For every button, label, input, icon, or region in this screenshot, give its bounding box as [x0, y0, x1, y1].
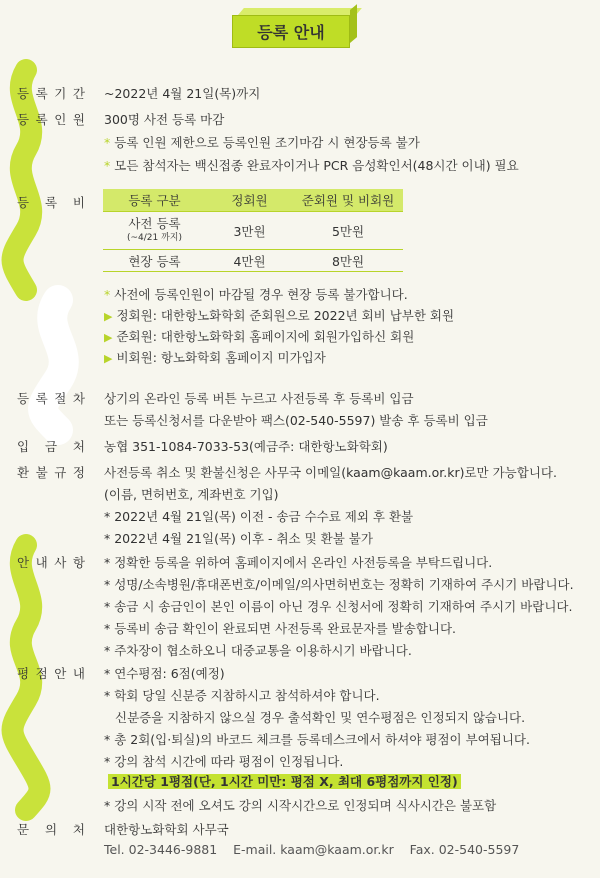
fee-note-star: * 사전에 등록인원이 마감될 경우 현장 등록 불가합니다. — [104, 287, 408, 302]
fax-value: 02-540-5597 — [438, 842, 520, 857]
fee-table — [103, 189, 403, 272]
credit-line1: * 연수평점: 6점(예정) — [104, 666, 225, 681]
banner-side — [350, 4, 357, 43]
table-header: 등록 구분 — [103, 189, 206, 212]
people-line2: * 등록 인원 제한으로 등록인원 조기마감 시 현장등록 불가 — [104, 135, 420, 150]
label-period: 등 록 기 간 — [17, 86, 87, 101]
tel-label: Tel. — [104, 842, 125, 857]
account-text: 농협 351-1084-7033-53(예금주: 대한항노화학회) — [104, 439, 388, 454]
credit-line5: * 강의 참석 시간에 따라 평점이 인정됩니다. — [104, 754, 344, 769]
table-cell: 5만원 — [293, 212, 403, 250]
procedure-line2: 또는 등록신청서를 다운받아 팩스(02-540-5597) 발송 후 등록비 입금 — [104, 413, 488, 428]
table-row — [103, 250, 403, 272]
table-row — [103, 212, 403, 250]
refund-line1: 사전등록 취소 및 환불신청은 사무국 이메일(kaam@kaam.or.kr)로만 가능합니다. — [104, 465, 557, 480]
tel-value: 02-3446-9881 — [128, 842, 218, 857]
table-header: 준회원 및 비회원 — [293, 189, 403, 212]
period-text: ~2022년 4월 21일(목)까지 — [104, 86, 261, 101]
label-account: 입 금 처 — [17, 439, 87, 454]
people-line3: * 모든 참석자는 백신접종 완료자이거나 PCR 음성확인서(48시간 이내) 필요 — [104, 158, 519, 173]
notice-item: * 등록비 송금 확인이 완료되면 사전등록 완료문자를 발송합니다. — [104, 621, 456, 636]
notice-item: * 정확한 등록을 위하여 홈페이지에서 온라인 사전등록을 부탁드립니다. — [104, 555, 493, 570]
refund-line3: * 2022년 4월 21일(목) 이전 - 송금 수수료 제외 후 환불 — [104, 509, 414, 524]
credit-line2: * 학회 당일 신분증 지참하시고 참석하셔야 합니다. — [104, 688, 380, 703]
table-cell: 사전 등록 (~4/21 까지) — [103, 212, 206, 250]
refund-line2: (이름, 면허번호, 계좌번호 기입) — [104, 487, 279, 502]
notice-item: * 주차장이 협소하오니 대중교통을 이용하시기 바랍니다. — [104, 643, 412, 658]
inquiry-org: 대한항노화학회 사무국 — [104, 822, 229, 837]
credit-line6: * 강의 시작 전에 오셔도 강의 시작시간으로 인정되며 식사시간은 불포함 — [104, 798, 497, 813]
label-credit: 평 점 안 내 — [17, 666, 87, 681]
title-banner — [232, 8, 356, 44]
fee-note-regular: ▶ 정회원: 대한항노화학회 준회원으로 2022년 회비 납부한 회원 — [104, 308, 455, 323]
label-inquiry: 문 의 처 — [17, 822, 87, 837]
fee-note-associate: ▶ 준회원: 대한항노화학회 홈페이지에 회원가입하신 회원 — [104, 329, 415, 344]
procedure-line1: 상기의 온라인 등록 버튼 누르고 사전등록 후 등록비 입금 — [104, 391, 414, 406]
fee-note-nonmember: ▶ 비회원: 항노화학회 홈페이지 미가입자 — [104, 350, 326, 365]
people-line1: 300명 사전 등록 마감 — [104, 112, 225, 127]
label-fee: 등 록 비 — [17, 195, 87, 210]
notice-item: * 성명/소속병원/휴대폰번호/이메일/의사면허번호는 정확히 기재하여 주시기 바랍니다. — [104, 577, 574, 592]
credit-line4: * 총 2회(입·퇴실)의 바코드 체크를 등록데스크에서 하셔야 평점이 부여됩니다. — [104, 732, 530, 747]
inquiry-contact — [104, 842, 519, 857]
table-cell: 8만원 — [293, 250, 403, 272]
refund-line4: * 2022년 4월 21일(목) 이후 - 취소 및 환불 불가 — [104, 531, 373, 546]
label-procedure: 등 록 절 차 — [17, 391, 87, 406]
table-cell: 현장 등록 — [103, 250, 206, 272]
table-cell: 3만원 — [206, 212, 293, 250]
credit-highlight: 1시간당 1평점(단, 1시간 미만: 평점 X, 최대 6평점까지 인정) — [108, 774, 461, 789]
email-label: E-mail. — [233, 842, 277, 857]
table-header: 정회원 — [206, 189, 293, 212]
table-cell: 4만원 — [206, 250, 293, 272]
label-refund: 환 불 규 정 — [17, 465, 87, 480]
email-link[interactable]: kaam@kaam.or.kr — [280, 842, 394, 857]
notice-item: * 송금 시 송금인이 본인 이름이 아닌 경우 신청서에 정확히 기재하여 주시기 바랍니다. — [104, 599, 573, 614]
label-notice: 안 내 사 항 — [17, 555, 87, 570]
fax-label: Fax. — [409, 842, 435, 857]
credit-highlight-wrap — [108, 772, 461, 790]
credit-line3: 신분증을 지참하지 않으실 경우 출석확인 및 연수평점은 인정되지 않습니다. — [115, 710, 526, 725]
page-title: 등록 안내 — [232, 15, 350, 48]
banner-top — [238, 8, 362, 15]
table-header-row — [103, 189, 403, 212]
label-people: 등 록 인 원 — [17, 112, 87, 127]
